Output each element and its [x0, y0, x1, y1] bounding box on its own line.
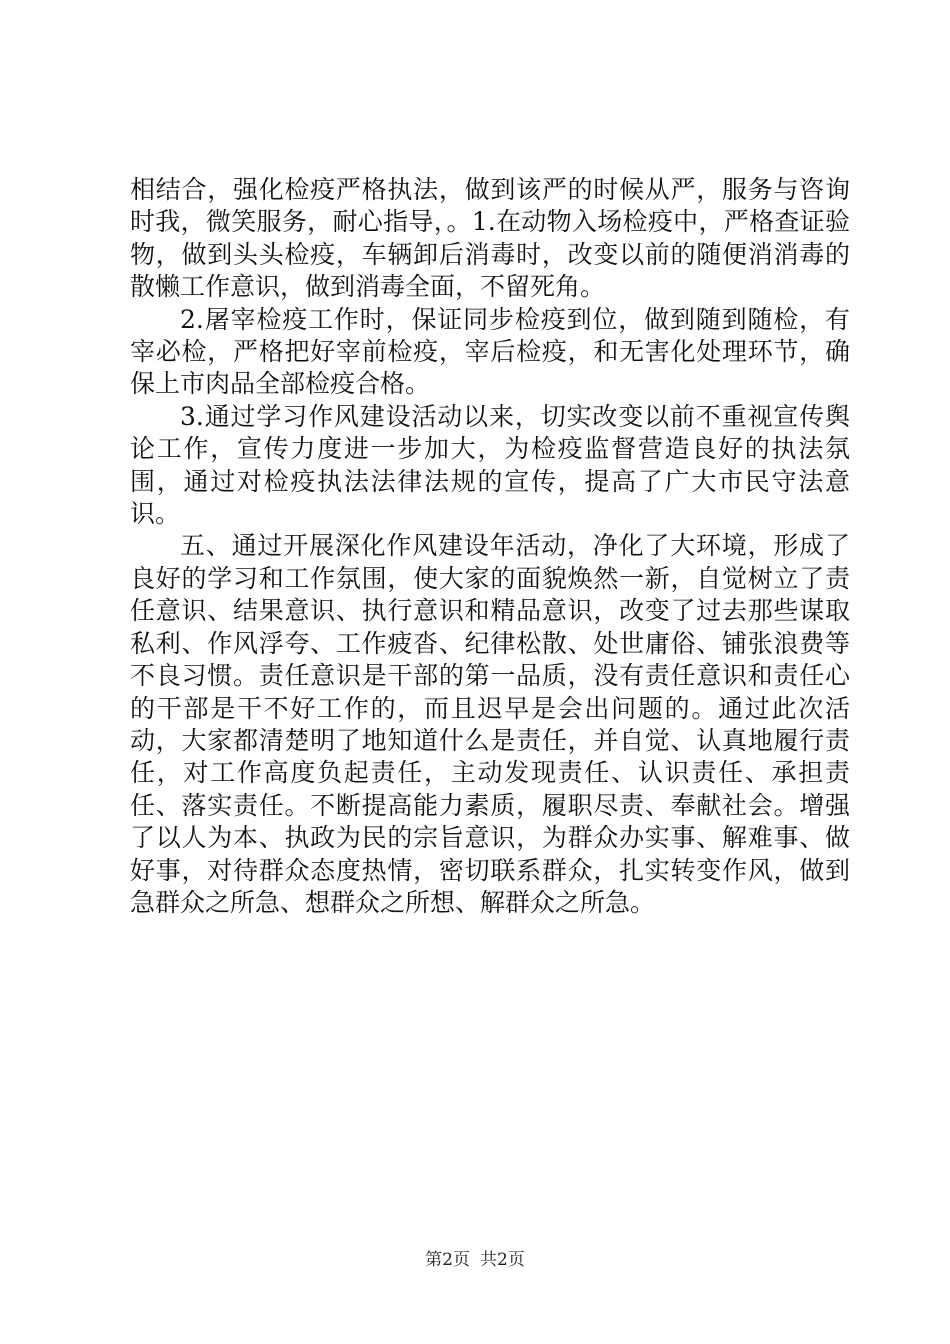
document-body: [130, 174, 850, 919]
paragraph-continuation: 相结合，强化检疫严格执法，做到该严的时候从严，服务与咨询时我，微笑服务，耐心指导，。1.在动物入场检疫中，严格查证验物，做到头头检疫，车辆卸后消毒时，改变以前的随便消消毒的散懒工作意识，做到消毒全面，不留死角。: [130, 175, 850, 302]
page-number-total: 共2页: [480, 1250, 525, 1270]
paragraph-item-2: 2.屠宰检疫工作时，保证同步检疫到位，做到随到随检，有宰必检，严格把好宰前检疫，宰后检疫，和无害化处理环节，确保上市肉品全部检疫合格。: [130, 304, 850, 399]
paragraph-item-3: 3.通过学习作风建设活动以来，切实改变以前不重视宣传舆论工作，宣传力度进一步加大，为检疫监督营造良好的执法氛围，通过对检疫执法法律法规的宣传，提高了广大市民守法意识。: [130, 401, 850, 529]
page-number-current: 第2页: [425, 1250, 470, 1270]
page-footer: [0, 1245, 950, 1270]
paragraph-section-5: 五、通过开展深化作风建设年活动，净化了大环境，形成了良好的学习和工作氛围，使大家的面貌焕然一新，自觉树立了责任意识、结果意识、执行意识和精品意识，改变了过去那些谋取私利、作风浮夸、工作疲沓、纪律松散、处世庸俗、铺张浪费等不良习惯。责任意识是干部的第一品质，没有责任意识和责任心的干部是干不好工作的，而且迟早是会出问题的。通过此次活动，大家都清楚明了地知道什么是责任，并自觉、认真地履行责任，对工作高度负起责任，主动发现责任、认识责任、承担责任、落实责任。不断提高能力素质，履职尽责、奉献社会。增强了以人为本、执政为民的宗旨意识，为群众办实事、解难事、做好事，对待群众态度热情，密切联系群众，扎实转变作风，做到急群众之所急、想群众之所想、解群众之所急。: [130, 531, 850, 917]
